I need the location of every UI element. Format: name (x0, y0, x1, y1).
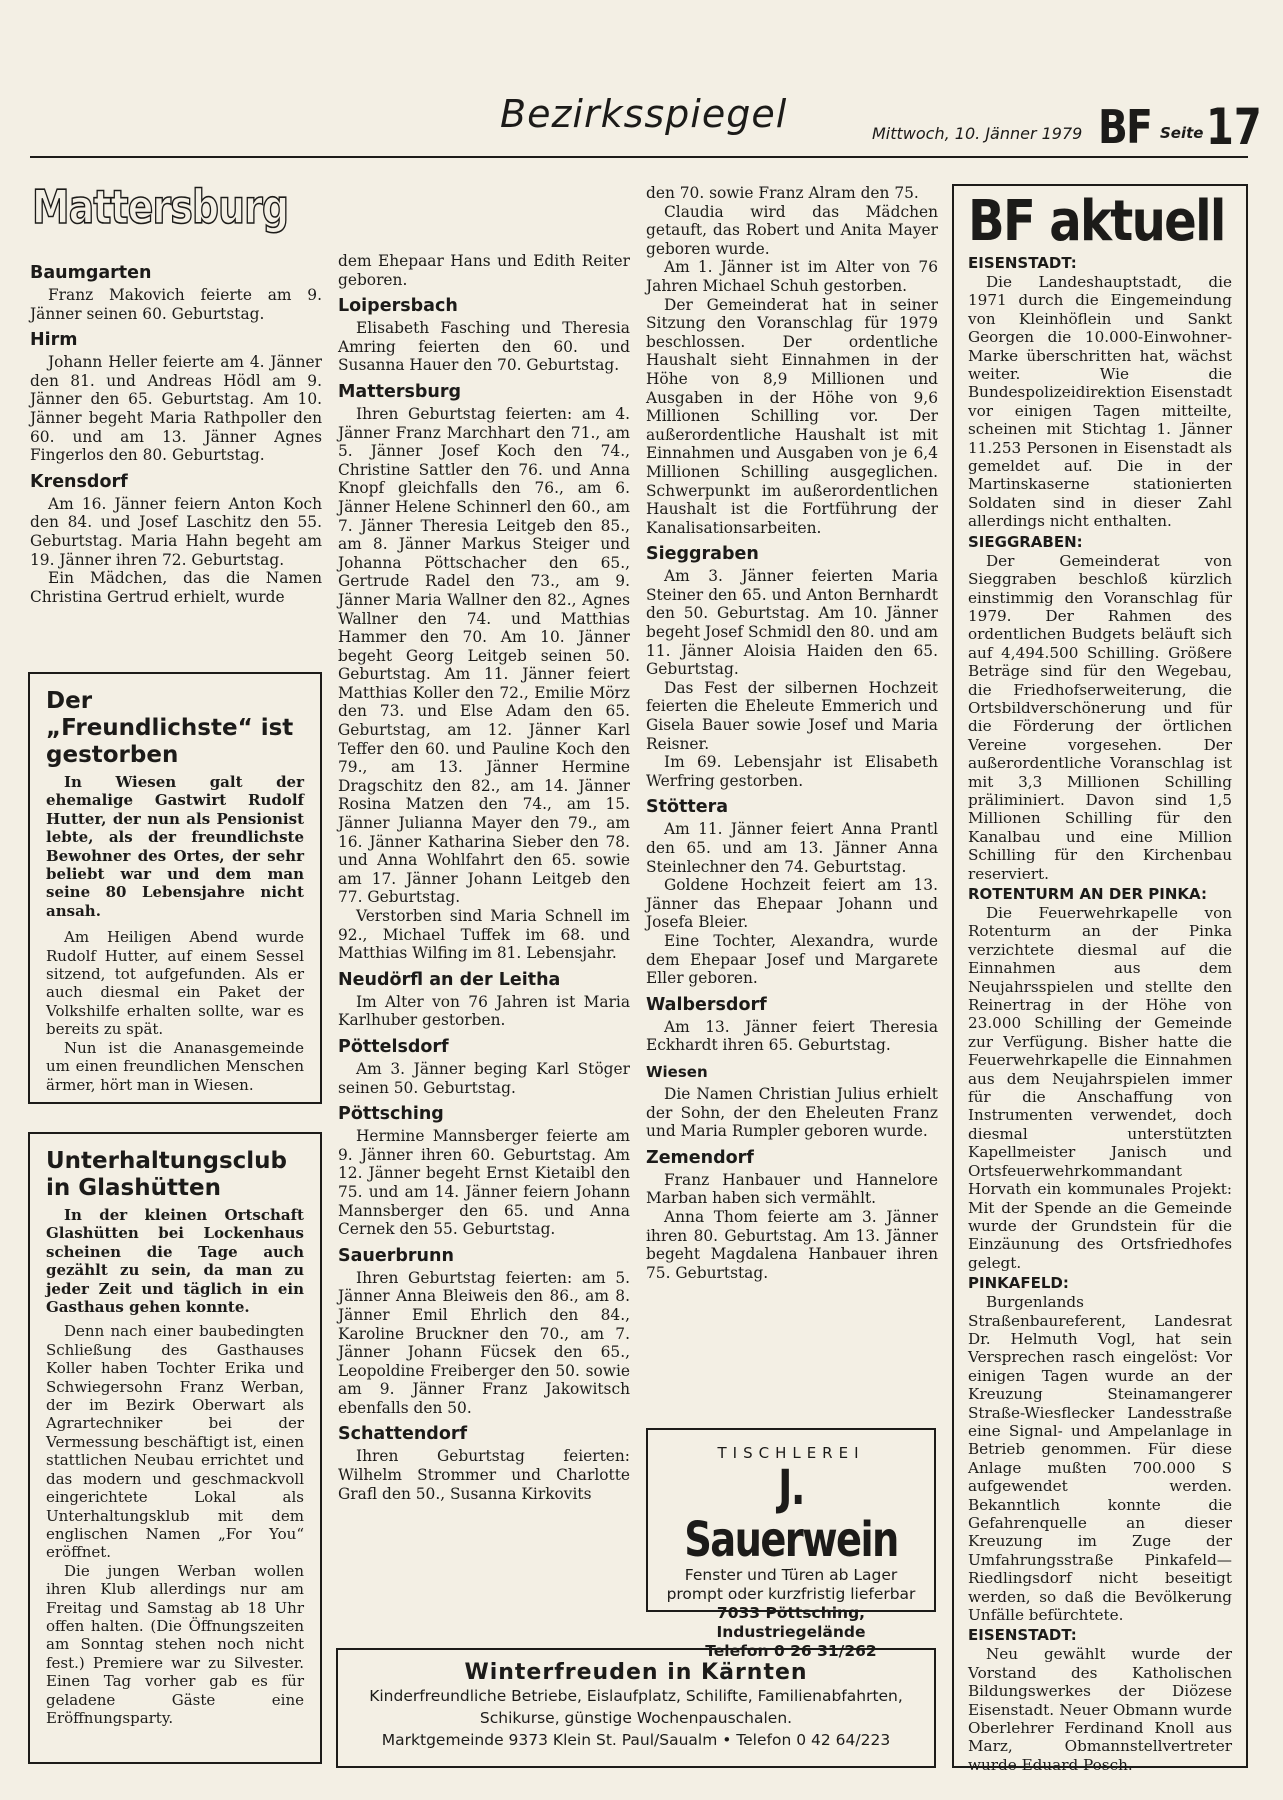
section-heading: Hirm (30, 330, 78, 351)
issue-date: Mittwoch, 10. Jänner 1979 (872, 124, 1083, 143)
section-heading: Schattendorf (338, 1424, 468, 1445)
article-paragraph: Am 11. Jänner feiert Anna Prantl den 65. und am 13. Jänner Anna Steinlechner den 74. Geburtstag. (646, 820, 938, 876)
article-paragraph: Anna Thom feierte am 3. Jänner ihren 80. Geburtstag. Am 13. Jänner begeht Magdalena Hanbauer ihren 75. Geburtstag. (646, 1207, 938, 1282)
article-box-unterhaltungsclub (28, 1132, 322, 1764)
column-3 (646, 184, 938, 1282)
article-lead: In Wiesen galt der ehemalige Gastwirt Rudolf Hutter, der nun als Pensionist lebte, als der freundlichste Bewohner des Ortes, der sehr beliebt war und dem man seine 80 Lebensjahre nicht ansah. (46, 773, 304, 920)
ad-line: Fenster und Türen ab Lager (684, 1566, 898, 1584)
news-place: PINKAFELD: (968, 1274, 1069, 1293)
article-paragraph: Verstorben sind Maria Schnell im 92., Michael Tuffek im 68. und Matthias Wilfing im 81. Lebensjahr. (338, 907, 630, 963)
article-paragraph: Am 3. Jänner feierten Maria Steiner den 65. und Anton Bernhardt den 50. Geburtstag. Am 10. Jänner begeht Josef Schmidl den 80. und am 11. Jänner Aloisia Haiden den 65. Geburtstag. (646, 567, 938, 679)
article-paragraph: Die jungen Werban wollen ihren Klub allerdings nur am Freitag und Samstag ab 18 Uhr offen halten. (Die Öffnungszeiten am Sonntag stehen noch nicht fest.) Premiere war zu Silvester. Einen Tag vorher gab es für geladene Gäste eine Eröffnungsparty. (46, 1561, 304, 1727)
bf-aktuell-box (952, 184, 1248, 1774)
section-heading: Loipersbach (338, 296, 458, 317)
article-paragraph: Am 16. Jänner feiern Anton Koch den 84. und Josef Laschitz den 55. Geburtstag. Maria Hahn begeht am 19. Jänner ihren 72. Geburtstag. (30, 494, 322, 569)
article-paragraph: Claudia wird das Mädchen getauft, das Robert und Anita Mayer geboren wurde. (646, 202, 938, 258)
news-place: EISENSTADT: (968, 254, 1077, 272)
article-paragraph: Ihren Geburtstag feierten: am 4. Jänner Franz Marchhart den 71., am 5. Jänner Josef Koch den 74., Christine Sattler den 76. und Anna Knopf gleichfalls den 76., am 6. Jänner Helene Schinnerl den 60., am 7. Jänner Theresia Leitgeb den 85., am 8. Jänner Markus Steiger und Johanna Pöttschacher den 65., Gertrude Radel den 73., am 9. Jänner Maria Wallner den 82., Agnes Wallner den 74. und Matthias Hammer den 70. Am 10. Jänner begeht Georg Leitgeb seinen 50. Geburtstag. Am 11. Jänner feiert Matthias Koller den 72., Emilie Mörz den 73. und Else Adam den 65. Geburtstag, am 12. Jänner Karl Teffer den 60. und Pauline Koch den 79., am 13. Jänner Hermine Dragschitz den 82., am 14. Jänner Rosina Matzen den 74., am 15. Jänner Julianna Mayer den 79., am 16. Jänner Katharina Sieber den 78. und Anna Wohlfahrt den 65. sowie am 17. Jänner Johann Leitgeb den 77. Geburtstag. (338, 404, 630, 907)
section-heading: Mattersburg (338, 381, 462, 402)
article-paragraph: Eine Tochter, Alexandra, wurde dem Ehepaar Josef und Margarete Eller geboren. (646, 931, 938, 988)
article-lead: In der kleinen Ortschaft Glashütten bei Lockenhaus scheinen die Tage auch gezählt zu sein, da man zu jeder Zeit und täglich in ein Gasthaus gehen konnte. (46, 1206, 304, 1317)
section-heading: Krensdorf (30, 471, 128, 492)
ad-tischlerei (646, 1428, 936, 1660)
column-1 (30, 256, 322, 606)
article-paragraph: Franz Hanbauer und Hannelore Marban haben sich vermählt. (646, 1170, 938, 1208)
article-paragraph: Hermine Mannsberger feierte am 9. Jänner ihren 60. Geburtstag. Am 12. Jänner begeht Ernst Kietaibl den 75. und am 14. Jänner feiern Johann Mannsberger den 65. und Anna Cernek den 55. Geburtstag. (338, 1127, 630, 1239)
article-title: Unterhaltungsclub in Glashütten (46, 1148, 288, 1201)
header-rule (30, 156, 1248, 158)
bf-aktuell-title: BF aktuell (968, 189, 1225, 254)
section-heading: Neudörfl an der Leitha (338, 969, 561, 990)
news-text: Neu gewählt wurde der Vorstand des Katholischen Bildungswerkes der Diözese Eisenstadt. Neuer Obmann wurde Oberlehrer Ferdinand Knoll aus Marz, Obmannstellvertreter wurde Eduard Posch. (968, 1645, 1232, 1774)
ad-title: Winterfreuden in Kärnten (464, 1660, 808, 1685)
news-place: ROTENTURM AN DER PINKA: (968, 885, 1207, 903)
article-paragraph: Am 13. Jänner feiert Theresia Eckhardt ihren 65. Geburtstag. (646, 1017, 938, 1055)
ad-contact: Marktgemeinde 9373 Klein St. Paul/Saualm • Telefon 0 42 64/223 (381, 1731, 891, 1749)
article-paragraph: Elisabeth Fasching und Theresia Amring feierten den 60. und Susanna Hauer den 70. Geburtstag. (338, 319, 630, 375)
ad-line: Schikurse, günstige Wochenpauschalen. (479, 1709, 793, 1727)
section-heading: Pöttsching (338, 1104, 444, 1125)
section-heading: Baumgarten (30, 263, 152, 283)
article-paragraph: Am 3. Jänner beging Karl Stöger seinen 50. Geburtstag. (338, 1059, 630, 1097)
article-paragraph: Ihren Geburtstag feierten: Wilhelm Strommer und Charlotte Grafl den 50., Susanna Kirkovits (338, 1447, 630, 1503)
news-text: Der Gemeinderat von Sieggraben beschloß kürzlich einstimmig den Voranschlag für 1979. Der Rahmen des ordentlichen Budgets beläuft sich auf 4,494.500 Schilling. Größere Beträge sind für den Wegebau, die Friedhofserweiterung, die Ortsbildverschönerung und für die Förderung der örtlichen Vereine vorgesehen. Der außerordentliche Voranschlag ist mit 3,3 Millionen Schilling präliminiert. Davon sind 1,5 Millionen Schilling für den Kanalbau und eine Million Schilling für den Kirchenbau reserviert. (968, 551, 1232, 883)
article-box-freundlichste (28, 672, 322, 1104)
section-title: Bezirksspiegel (500, 92, 788, 136)
ad-phone: Telefon 0 26 31/262 (705, 1642, 877, 1660)
article-paragraph: Goldene Hochzeit feiert am 13. Jänner das Ehepaar Johann und Josefa Bleier. (646, 876, 938, 932)
page-label: Seite (1160, 124, 1204, 142)
ad-line: Kinderfreundliche Betriebe, Eislaufplatz, Schilifte, Familienabfahrten, (369, 1687, 903, 1705)
news-text: Die Feuerwehrkapelle von Rotenturm an der Pinka verzichtete diesmal auf die Einnahmen aus dem Neujahrsspielen und stellte den Reinertrag in der Höhe von 23.000 Schilling der Gemeinde zur Verfügung. Bisher hatte die Feuerwehrkapelle die Einnahmen aus dem Neujahrspielen immer für die Anschaffung von Instrumenten verwendet, doch diesmal unterstützten Kapellmeister Janisch und Ortsfeuerwehrkommandant Horvath ein kommunales Projekt: Mit der Spende an die Gemeinde wurde der Grundstein für die Einzäunung des Ortsfriedhofes gelegt. (968, 904, 1232, 1272)
section-heading: Wiesen (646, 1062, 708, 1081)
news-place: EISENSTADT: (968, 1626, 1077, 1645)
article-paragraph: Ein Mädchen, das die Namen Christina Gertrud erhielt, wurde (30, 569, 322, 606)
article-paragraph: Am Heiligen Abend wurde Rudolf Hutter, auf einem Sessel sitzend, tot aufgefunden. Als er auch diesmal ein Paket der Volkshilfe erhalten sollte, war es bereits zu spät. (46, 928, 304, 1039)
article-paragraph: Denn nach einer baubedingten Schließung des Gasthauses Koller haben Tochter Erika und Schwiegersohn Franz Werban, der im Bezirk Oberwart als Agrartechniker bei der Vermessung beschäftigt ist, einen stattlichen Neubau errichtet und das modern und geschmackvoll eingerichtete Lokal als Unterhaltungsklub mit dem englischen Namen „For You“ eröffnet. (46, 1322, 304, 1562)
article-title: Der „Freundlichste“ ist gestorben (46, 688, 294, 768)
article-paragraph: Am 1. Jänner ist im Alter von 76 Jahren Michael Schuh gestorben. (646, 258, 938, 295)
section-heading: Pöttelsdorf (338, 1036, 449, 1057)
brand-logo: BF (1098, 100, 1152, 154)
section-heading: Sauerbrunn (338, 1245, 454, 1266)
article-paragraph: Johann Heller feierte am 4. Jänner den 81. und Andreas Hödl am 9. Jänner den 65. Geburtstag. Am 10. Jänner begeht Maria Rathpoller den 60. und am 13. Jänner Agnes Fingerlos den 80. Geburtstag. (30, 353, 322, 465)
news-place: SIEGGRABEN: (968, 532, 1083, 551)
section-heading: Zemendorf (646, 1147, 754, 1168)
district-masthead: Mattersburg (32, 180, 289, 234)
article-paragraph: Franz Makovich feierte am 9. Jänner seinen 60. Geburtstag. (30, 286, 322, 323)
news-text: Die Landeshauptstadt, die 1971 durch die Eingemeindung von Kleinhöflein und Sankt Georgen die 10.000-Einwohner-Marke überschritten hat, wächst weiter. Wie die Bundespolizeidirektion Eisenstadt vor einigen Tagen mitteilte, scheinen mit Stichtag 1. Jänner 11.253 Personen in Eisenstadt als gemeldet auf. Die in der Martinskaserne stationierten Soldaten sind in dieser Zahl allerdings nicht enthalten. (968, 273, 1232, 531)
article-paragraph: dem Ehepaar Hans und Edith Reiter geboren. (338, 252, 630, 289)
ad-line: prompt oder kurzfristig lieferbar (666, 1585, 916, 1603)
column-2 (338, 252, 630, 1503)
article-paragraph: Die Namen Christian Julius erhielt der Sohn, der den Eheleuten Franz und Maria Rumpler geboren wurde. (646, 1084, 938, 1141)
article-paragraph: Nun ist die Ananasgemeinde um einen freundlichen Menschen ärmer, hört man in Wiesen. (46, 1038, 304, 1094)
article-paragraph: Das Fest der silbernen Hochzeit feierten die Eheleute Emmerich und Gisela Bauer sowie Josef und Maria Reisner. (646, 678, 938, 753)
ad-winterfreuden (336, 1648, 936, 1768)
article-paragraph: Im Alter von 76 Jahren ist Maria Karlhuber gestorben. (338, 992, 630, 1030)
ad-kicker: TISCHLEREI (717, 1444, 865, 1462)
section-heading: Walbersdorf (646, 994, 767, 1015)
article-paragraph: Der Gemeinderat hat in seiner Sitzung den Voranschlag für 1979 beschlossen. Der ordentliche Haushalt sieht Einnahmen in der Höhe von 8,9 Millionen und Ausgaben in der Höhe von 9,6 Millionen Schilling vor. Der außerordentliche Haushalt ist mit Einnahmen und Ausgaben von je 6,4 Millionen Schilling ausgeglichen. Schwerpunkt im außerordentlichen Haushalt ist die Fortführung der Kanalisationsarbeiten. (646, 295, 938, 537)
ad-address: 7033 Pöttsching, Industriegelände (716, 1604, 866, 1641)
section-heading: Sieggraben (646, 544, 759, 565)
article-paragraph: den 70. sowie Franz Alram den 75. (646, 184, 919, 202)
article-paragraph: Ihren Geburtstag feierten: am 5. Jänner Anna Bleiweis den 86., am 8. Jänner Emil Ehrlich den 84., Karoline Bruckner den 70., am 7. Jänner Johann Fücsek den 65., Leopoldine Freiberger den 50. sowie am 9. Jänner Franz Jakowitsch ebenfalls den 50. (338, 1268, 630, 1417)
page-number: 17 (1206, 98, 1262, 156)
section-heading: Stöttera (646, 797, 729, 818)
article-paragraph: Im 69. Lebensjahr ist Elisabeth Werfring gestorben. (646, 753, 938, 790)
news-text: Burgenlands Straßenbaureferent, Landesrat Dr. Helmuth Vogl, hat sein Versprechen rasch eingelöst: Vor einigen Tagen wurde an der Kreuzung Steinamangerer Straße-Wiesflecker Landesstraße eine Signal- und Ampelanlage in Betrieb genommen. Für diese Anlage mußten 700.000 S aufgewendet werden. Bekanntlich konnte die Gefahrenquelle an dieser Kreuzung im Zuge der Umfahrungsstraße Pinkafeld—Riedlingsdorf nicht beseitigt werden, so daß die Bevölkerung Unfälle befürchtete. (968, 1293, 1232, 1625)
ad-company-name: J. Sauerwein (684, 1460, 898, 1568)
